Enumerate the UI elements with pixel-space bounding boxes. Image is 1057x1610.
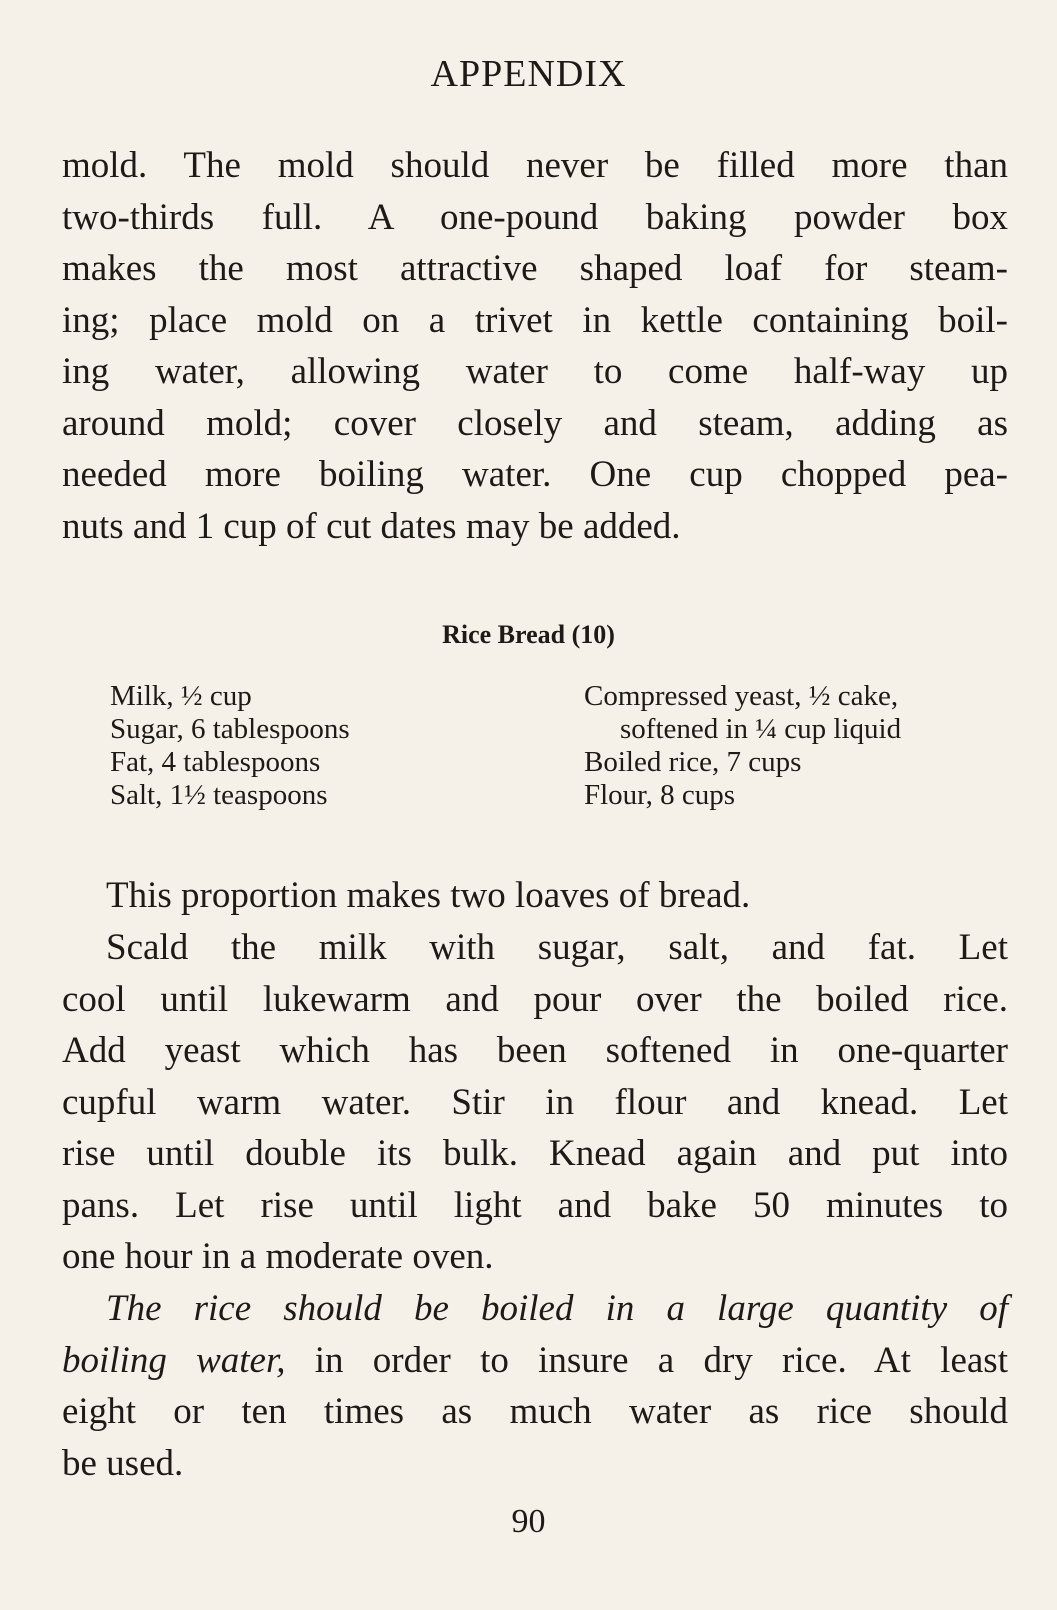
text-line: two-thirds full. A one-pound baking powder box — [62, 196, 1008, 238]
ingredient-column-right — [584, 680, 1014, 812]
text-line: needed more boiling water. One cup chopped pea- — [62, 454, 1008, 495]
text-line: be used. — [62, 1442, 184, 1484]
emphasis-text: boiling water, — [62, 1339, 286, 1381]
text-line: ing; place mold on a trivet in kettle containing boil- — [62, 299, 1008, 341]
text-line — [62, 1335, 1008, 1387]
text-line: eight or ten times as much water as rice should — [62, 1391, 1008, 1432]
text-line: around mold; cover closely and steam, adding as — [62, 402, 1008, 444]
recipe-title: Rice Bread (10) — [442, 620, 615, 649]
text-line: rise until double its bulk. Knead again and put into — [62, 1133, 1008, 1174]
ingredient-item: Fat, 4 tablespoons — [110, 746, 321, 778]
text-line: nuts and 1 cup of cut dates may be added. — [62, 505, 681, 547]
text-line: pans. Let rise until light and bake 50 minutes to — [62, 1184, 1008, 1226]
text-line: cupful warm water. Stir in flour and knead. Let — [62, 1081, 1008, 1123]
ingredient-item-continuation: softened in ¼ cup liquid — [620, 713, 902, 745]
text-line: Scald the milk with sugar, salt, and fat. Let — [106, 927, 1008, 968]
paragraph-continued — [62, 140, 1008, 552]
text-line: makes the most attractive shaped loaf for steam- — [62, 248, 1008, 289]
paragraph-yield — [62, 870, 1008, 922]
ingredient-item: Salt, 1½ teaspoons — [110, 779, 328, 811]
ingredient-item: Boiled rice, 7 cups — [584, 746, 802, 778]
ingredient-column-left — [110, 680, 560, 812]
text-line: cool until lukewarm and pour over the boiled rice. — [62, 978, 1008, 1020]
text-fragment: in order to insure a dry rice. At least — [285, 1339, 1008, 1381]
running-head: APPENDIX — [430, 53, 627, 95]
ingredient-item: Sugar, 6 tablespoons — [110, 713, 350, 745]
page-number: 90 — [511, 1503, 546, 1540]
text-line-italic: The rice should be boiled in a large quantity of — [106, 1288, 1008, 1329]
text-line: mold. The mold should never be filled more than — [62, 145, 1008, 186]
text-line: one hour in a moderate oven. — [62, 1236, 494, 1277]
paragraph-note — [62, 1283, 1008, 1489]
text-line: This proportion makes two loaves of bread. — [106, 875, 751, 916]
paragraph-method — [62, 922, 1008, 1283]
ingredient-item: Milk, ½ cup — [110, 680, 252, 712]
text-line: Add yeast which has been softened in one-quarter — [62, 1030, 1008, 1071]
ingredient-item: Compressed yeast, ½ cake, — [584, 680, 899, 712]
ingredient-item: Flour, 8 cups — [584, 779, 736, 811]
text-line: ing water, allowing water to come half-way up — [62, 351, 1008, 392]
